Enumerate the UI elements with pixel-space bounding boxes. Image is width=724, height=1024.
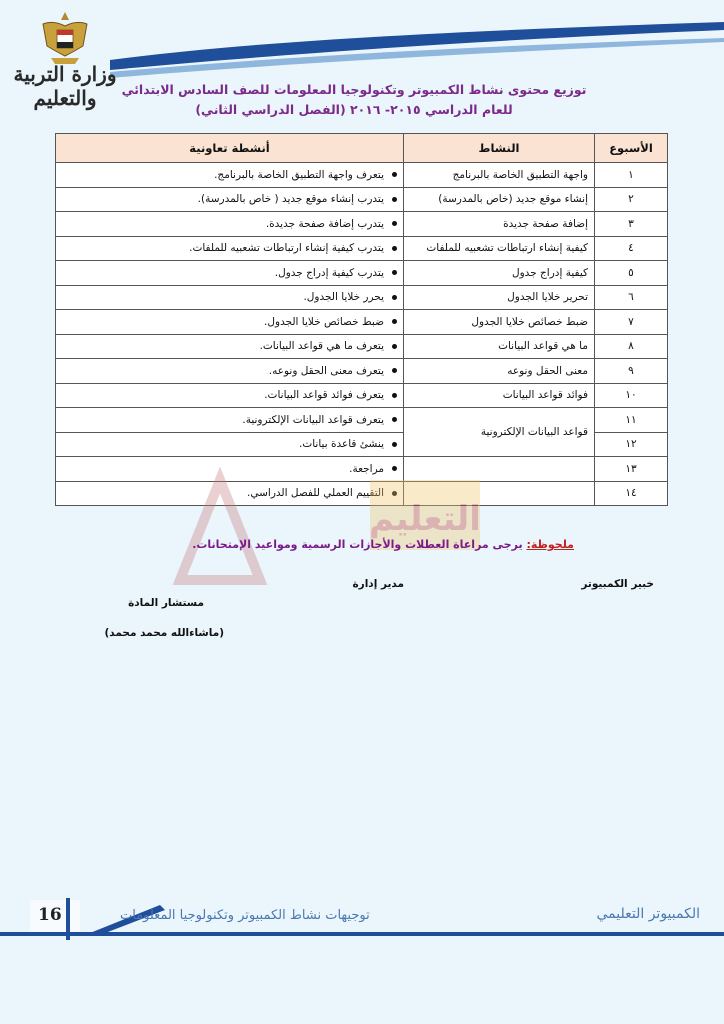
table-row xyxy=(56,285,668,310)
table-row xyxy=(56,408,668,433)
activity-cell: كيفية إدراج جدول xyxy=(404,261,595,286)
note-line xyxy=(192,538,574,551)
signature-advisor-name: (ماشاءالله محمد محمد) xyxy=(104,627,224,639)
activity-cell: كيفية إنشاء ارتباطات تشعبيه للملفات xyxy=(404,236,595,261)
cooperative-text: التقييم العملي للفصل الدراسي. xyxy=(247,487,384,500)
activity-cell: ضبط خصائص خلايا الجدول xyxy=(404,310,595,335)
bullet-icon xyxy=(392,172,397,177)
activity-cell: إضافة صفحة جديدة xyxy=(404,212,595,237)
bullet-icon xyxy=(392,246,397,251)
title-line-1: توزيع محتوى نشاط الكمبيوتر وتكنولوجيا المعلومات للصف السادس الابتدائي xyxy=(121,82,587,97)
cooperative-cell xyxy=(56,163,404,188)
bullet-icon xyxy=(392,221,397,226)
week-cell: ٩ xyxy=(595,359,668,384)
cooperative-text: يتدرب كيفية إدراج جدول. xyxy=(274,266,384,279)
cooperative-text: يتعرف ما هي قواعد البيانات. xyxy=(259,340,384,353)
cooperative-cell xyxy=(56,334,404,359)
cooperative-text: يتعرف معنى الحقل ونوعه. xyxy=(268,364,384,377)
cooperative-text: ضبط خصائص خلايا الجدول. xyxy=(264,315,384,328)
footer-subtitle: توجيهات نشاط الكمبيوتر وتكنولوجيا المعلومات xyxy=(120,908,370,923)
bullet-icon xyxy=(392,270,397,275)
activity-cell: إنشاء موقع جديد (خاص بالمدرسة) xyxy=(404,187,595,212)
table-row xyxy=(56,334,668,359)
cooperative-cell xyxy=(56,359,404,384)
bullet-icon xyxy=(392,393,397,398)
week-cell: ٧ xyxy=(595,310,668,335)
cooperative-cell xyxy=(56,285,404,310)
bullet-icon xyxy=(392,295,397,300)
activity-cell: تحرير خلايا الجدول xyxy=(404,285,595,310)
page-title xyxy=(74,80,634,120)
ministry-logo-text: وزارة التربية والتعليم xyxy=(13,62,117,110)
watermark-logo xyxy=(160,440,490,590)
signature-subject-advisor: مستشار المادة xyxy=(128,597,204,609)
table-header-row xyxy=(56,134,668,163)
table-row xyxy=(56,236,668,261)
bullet-icon xyxy=(392,319,397,324)
week-cell: ١٤ xyxy=(595,481,668,506)
page-number: 16 xyxy=(38,905,62,925)
table-row xyxy=(56,310,668,335)
activity-cell: ما هي قواعد البيانات xyxy=(404,334,595,359)
activity-cell: واجهة التطبيق الخاصة بالبرنامج xyxy=(404,163,595,188)
signature-computer-expert: خبير الكمبيوتر xyxy=(581,578,654,590)
signature-admin-director: مدير إدارة xyxy=(352,578,404,590)
cooperative-cell xyxy=(56,310,404,335)
activity-cell: معنى الحقل ونوعه xyxy=(404,359,595,384)
header-week: الأسبوع xyxy=(595,134,668,163)
week-cell: ٢ xyxy=(595,187,668,212)
week-cell: ١٣ xyxy=(595,457,668,482)
week-cell: ٨ xyxy=(595,334,668,359)
cooperative-cell xyxy=(56,408,404,433)
cooperative-cell xyxy=(56,383,404,408)
cooperative-text: ينشئ قاعدة بيانات. xyxy=(298,438,384,451)
note-text: يرجى مراعاة العطلات والأجازات الرسمية ومواعيد الإمتحانات. xyxy=(192,538,523,551)
cooperative-cell xyxy=(56,187,404,212)
table-row xyxy=(56,163,668,188)
header-activity: النشاط xyxy=(404,134,595,163)
table-row xyxy=(56,261,668,286)
watermark-text: التعليم xyxy=(369,499,481,539)
title-line-2: للعام الدراسي ٢٠١٥- ٢٠١٦ (الفصل الدراسي الثاني) xyxy=(195,102,513,117)
bullet-icon xyxy=(392,368,397,373)
cooperative-text: يتدرب إضافة صفحة جديدة. xyxy=(265,217,384,230)
week-cell: ٥ xyxy=(595,261,668,286)
bullet-icon xyxy=(392,197,397,202)
week-cell: ٣ xyxy=(595,212,668,237)
cooperative-text: يتعرف فوائد قواعد البيانات. xyxy=(264,389,384,402)
week-cell: ٦ xyxy=(595,285,668,310)
week-cell: ١ xyxy=(595,163,668,188)
table-row xyxy=(56,187,668,212)
cooperative-text: مراجعة. xyxy=(349,462,384,475)
bullet-icon xyxy=(392,417,397,422)
cooperative-cell xyxy=(56,261,404,286)
cooperative-text: يحرر خلايا الجدول. xyxy=(303,291,384,304)
week-cell: ١٢ xyxy=(595,432,668,457)
activity-cell: قواعد البيانات الإلكترونية xyxy=(404,408,595,457)
cooperative-text: يتدرب كيفية إنشاء ارتباطات تشعبيه للملفات. xyxy=(189,242,384,255)
table-row xyxy=(56,383,668,408)
cooperative-cell xyxy=(56,212,404,237)
table-row xyxy=(56,359,668,384)
footer-title: الكمبيوتر التعليمي xyxy=(596,906,700,922)
week-cell: ١٠ xyxy=(595,383,668,408)
cooperative-text: يتعرف قواعد البيانات الإلكترونية. xyxy=(242,413,384,426)
activity-cell: فوائد قواعد البيانات xyxy=(404,383,595,408)
note-label: ملحوظة: xyxy=(526,538,574,551)
footer-band xyxy=(0,880,724,970)
table-row xyxy=(56,212,668,237)
week-cell: ٤ xyxy=(595,236,668,261)
cooperative-cell xyxy=(56,236,404,261)
week-cell: ١١ xyxy=(595,408,668,433)
header-cooperative: أنشطة تعاونية xyxy=(56,134,404,163)
cooperative-text: يتعرف واجهة التطبيق الخاصة بالبرنامج. xyxy=(214,168,384,181)
bullet-icon xyxy=(392,344,397,349)
cooperative-text: يتدرب إنشاء موقع جديد ( خاص بالمدرسة). xyxy=(197,193,384,206)
